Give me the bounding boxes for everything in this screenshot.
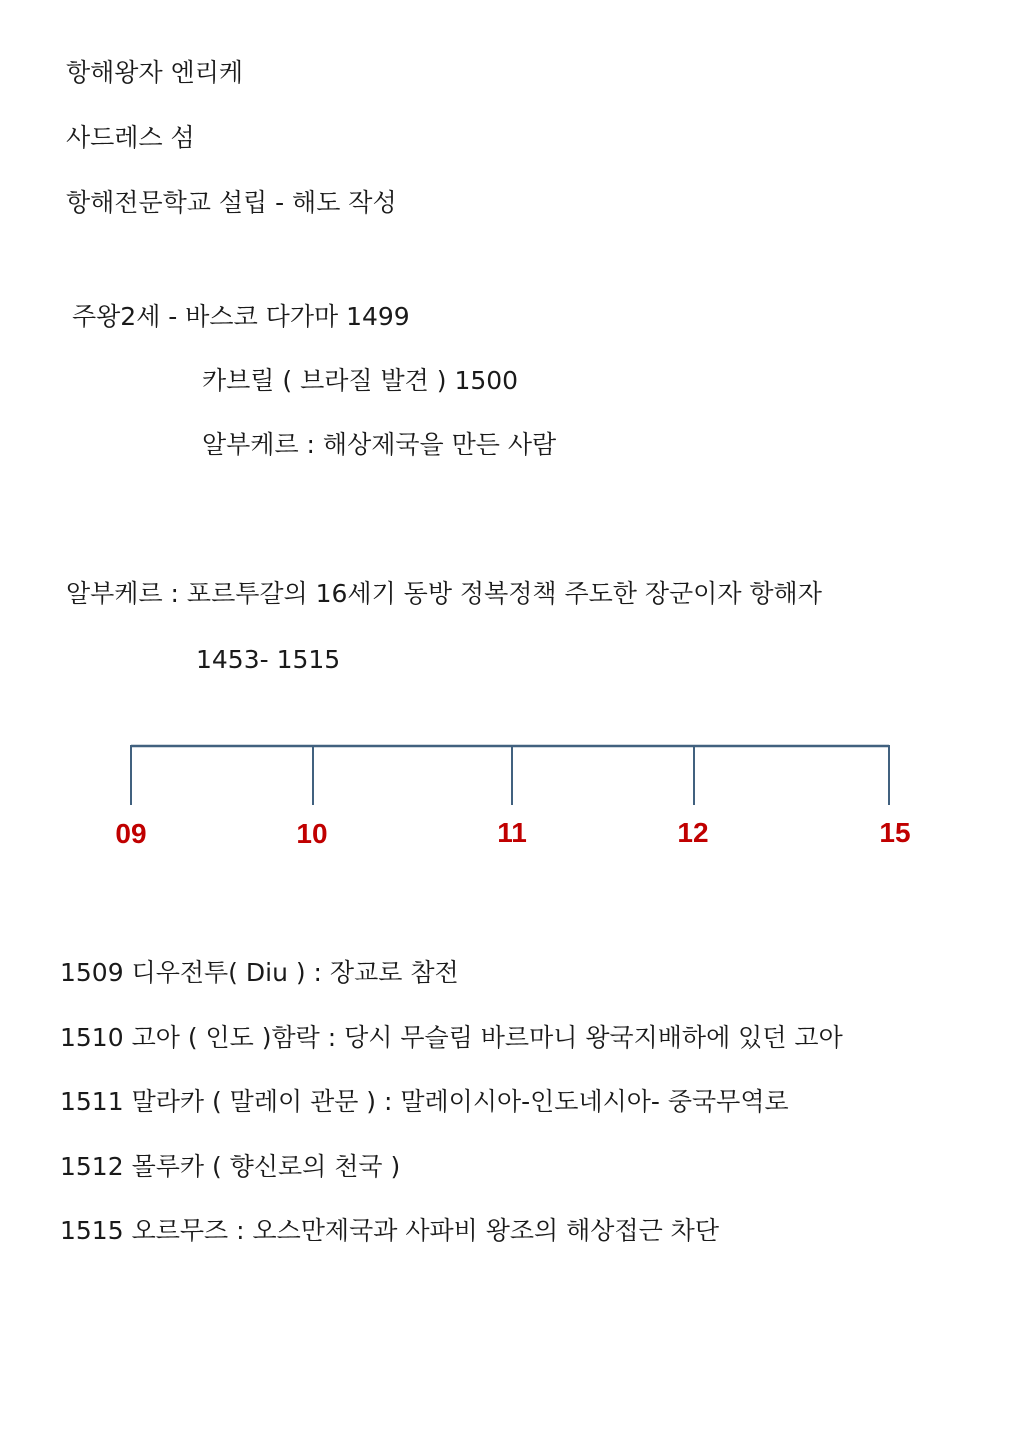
line-navigation-school: 항해전문학교 설립 - 해도 작성 bbox=[66, 188, 397, 217]
timeline-label: 09 bbox=[115, 818, 147, 849]
timeline-label: 11 bbox=[497, 817, 527, 848]
timeline-label: 10 bbox=[296, 818, 328, 849]
event-1511: 1511 말라카 ( 말레이 관문 ) : 말레이시아-인도네시아- 중국무역로 bbox=[60, 1087, 789, 1116]
line-joao-ii: 주왕2세 - 바스코 다가마 1499 bbox=[72, 302, 410, 331]
line-cabral: 카브릴 ( 브라질 발견 ) 1500 bbox=[202, 366, 519, 395]
event-1512: 1512 몰루카 ( 향신로의 천국 ) bbox=[60, 1152, 401, 1181]
timeline-label: 15 bbox=[879, 817, 911, 848]
event-1509: 1509 디우전투( Diu ) : 장교로 참전 bbox=[60, 958, 459, 987]
line-sagres: 사드레스 섬 bbox=[66, 123, 195, 152]
event-1515: 1515 오르무즈 : 오스만제국과 사파비 왕조의 해상접근 차단 bbox=[60, 1216, 719, 1245]
line-lifespan: 1453- 1515 bbox=[196, 645, 341, 674]
line-albuquerque-summary: 알부케르 : 해상제국을 만든 사람 bbox=[202, 430, 557, 459]
heading-henrique: 항해왕자 엔리케 bbox=[66, 58, 243, 87]
line-albuquerque-description: 알부케르 : 포르투갈의 16세기 동방 정복정책 주도한 장군이자 항해자 bbox=[66, 579, 822, 608]
event-1510: 1510 고아 ( 인도 )함락 : 당시 무슬림 바르마니 왕국지배하에 있던 고아 bbox=[60, 1023, 843, 1052]
timeline-label: 12 bbox=[677, 817, 709, 848]
